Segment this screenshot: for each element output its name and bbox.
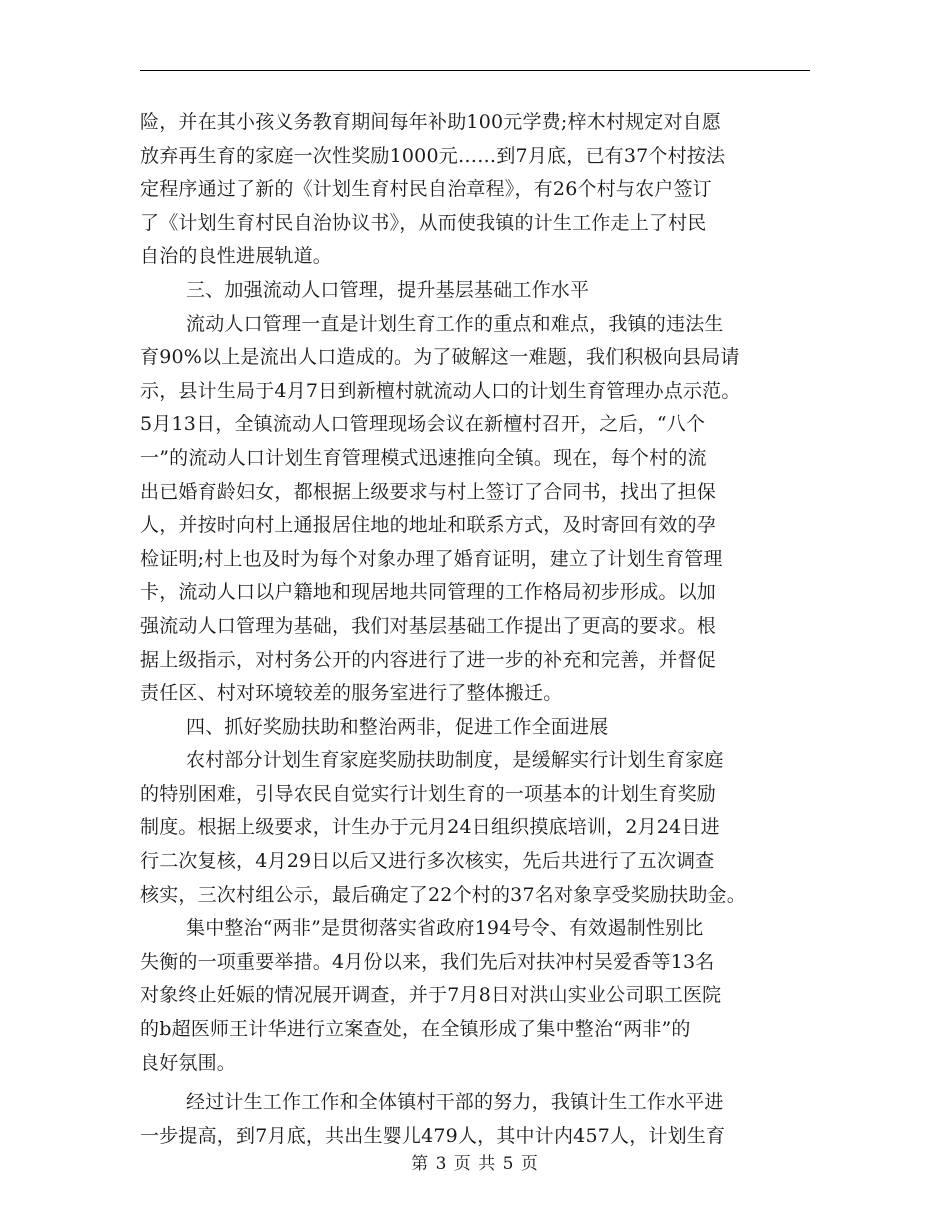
text-line: 核实，三次村组公示，最后确定了22个村的37名对象享受奖励扶助金。: [140, 883, 746, 906]
text-line: 一”的流动人口计划生育管理模式迅速推向全镇。现在，每个村的流: [140, 446, 707, 469]
text-line: 一步提高，到7月底，共出生婴儿479人，其中计内457人，计划生育: [140, 1124, 726, 1147]
text-line: 流动人口管理一直是计划生育工作的重点和难点，我镇的违法生: [186, 312, 724, 335]
text-line: 对象终止妊娠的情况展开调查，并于7月8日对洪山实业公司职工医院: [140, 984, 722, 1007]
text-line: 人，并按时向村上通报居住地的地址和联系方式，及时寄回有效的孕: [140, 514, 717, 537]
text-line: 自治的良性进展轨道。: [140, 245, 333, 268]
text-line: 育90%以上是流出人口造成的。为了破解这一难题，我们积极向县局请: [140, 346, 740, 369]
text-line: 四、抓好奖励扶助和整治两非，促进工作全面进展: [186, 715, 609, 738]
text-line: 经过计生工作工作和全体镇村干部的努力，我镇计生工作水平进: [186, 1091, 724, 1114]
page-number-footer: 第 3 页 共 5 页: [411, 1154, 539, 1174]
text-line: 强流动人口管理为基础，我们对基层基础工作提出了更高的要求。根: [140, 614, 717, 637]
text-line: 制度。根据上级要求，计生办于元月24日组织摸底培训，2月24日进: [140, 816, 720, 839]
text-line: 示，县计生局于4月7日到新檀村就流动人口的计划生育管理办点示范。: [140, 379, 741, 402]
text-line: 行二次复核，4月29日以后又进行多次核实，先后共进行了五次调查: [140, 850, 715, 873]
text-line: 了《计划生育村民自治协议书》，从而使我镇的计生工作走上了村民: [140, 211, 707, 234]
text-line: 的特别困难，引导农民自觉实行计划生育的一项基本的计划生育奖励: [140, 782, 717, 805]
text-line: 险，并在其小孩义务教育期间每年补助100元学费;梓木村规定对自愿: [140, 111, 722, 133]
document-body: [140, 106, 820, 1153]
text-line: 三、加强流动人口管理，提升基层基础工作水平: [186, 278, 590, 301]
text-line: 5月13日，全镇流动人口管理现场会议在新檀村召开，之后，“八个: [140, 413, 706, 436]
text-line: 据上级指示，对村务公开的内容进行了进一步的补充和完善，并督促: [140, 648, 717, 671]
header-rule: [140, 70, 810, 71]
text-line: 农村部分计划生育家庭奖励扶助制度，是缓解实行计划生育家庭: [186, 749, 724, 772]
text-line: 良好氛围。: [140, 1051, 237, 1074]
text-line: 检证明;村上也及时为每个对象办理了婚育证明，建立了计划生育管理: [140, 547, 723, 570]
text-line: 放弃再生育的家庭一次性奖励1000元……到7月底，已有37个村按法: [140, 144, 726, 167]
text-line: 定程序通过了新的《计划生育村民自治章程》，有26个村与农户签订: [140, 178, 712, 201]
text-line: 卡，流动人口以户籍地和现居地共同管理的工作格局初步形成。以加: [140, 581, 717, 604]
text-line: 失衡的一项重要举措。4月份以来，我们先后对扶冲村吴爱香等13名: [140, 950, 715, 973]
text-line: 的b超医师王计华进行立案查处，在全镇形成了集中整治“两非”的: [140, 1018, 691, 1041]
text-line: 责任区、村对环境较差的服务室进行了整体搬迁。: [140, 682, 563, 705]
text-line: 集中整治“两非”是贯彻落实省政府194号令、有效遏制性别比: [186, 917, 704, 940]
text-line: 出已婚育龄妇女，都根据上级要求与村上签订了合同书，找出了担保: [140, 480, 717, 503]
